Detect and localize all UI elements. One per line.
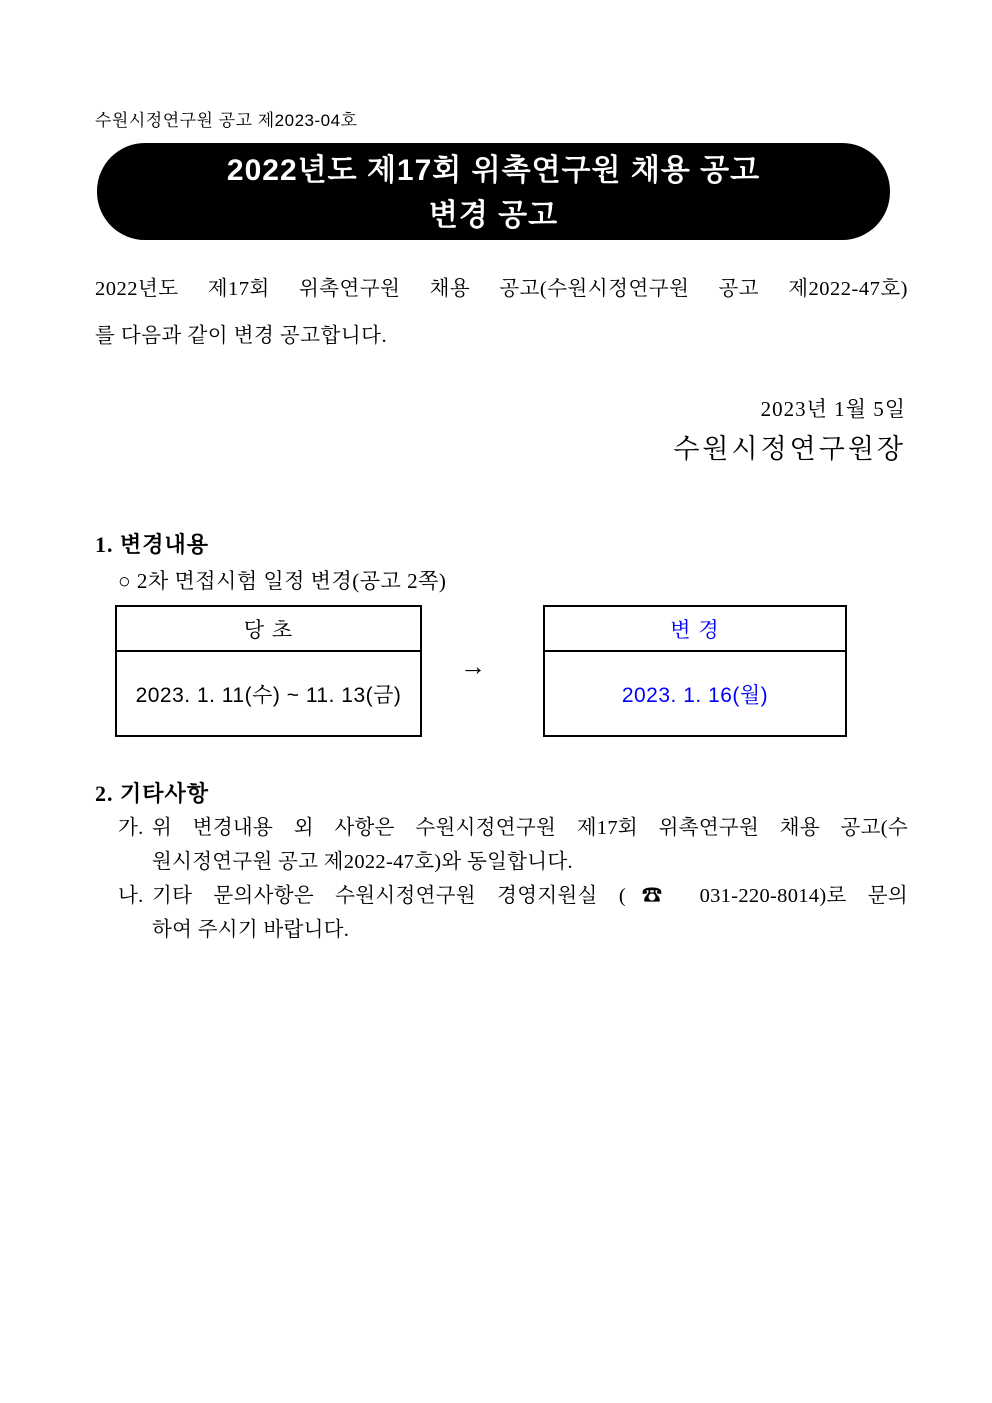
announcement-date: 2023년 1월 5일 [760,397,906,421]
item-na-label: 나. [118,885,144,907]
intro-paragraph [95,266,908,360]
item-ga-line2: 원시정연구원 공고 제2022-47호)와 동일합니다. [152,851,573,873]
intro-line1: 2022년도 제17회 위촉연구원 채용 공고(수원시정연구원 공고 제2022-47호) [95,278,908,300]
change-table-after-header: 변 경 [545,607,845,652]
section2-title: 2. 기타사항 [95,781,210,806]
change-table-before [115,605,422,737]
section1-bullet-item: ○ 2차 면접시험 일정 변경(공고 2쪽) [118,569,447,593]
item-ga-label: 가. [118,817,144,839]
banner-title-line1: 2022년도 제17회 위촉연구원 채용 공고 [226,153,761,187]
section2-items [118,811,908,947]
item-na-line2: 하여 주시기 바랍니다. [152,919,350,941]
arrow-right-icon: → [460,652,486,681]
date-signature-block [673,396,906,465]
change-table-after-value: 2023. 1. 16(월) [621,683,769,707]
change-table-before-header: 당 초 [117,607,420,652]
title-banner [97,143,890,240]
change-table-after [543,605,847,737]
banner-title-line2: 변경 공고 [428,198,559,232]
item-na-line1: 기타 문의사항은 수원시정연구원 경영지원실 (☎ 031-220-8014)로 문의 [152,885,908,907]
item-ga-line1: 위 변경내용 외 사항은 수원시정연구원 제17회 위촉연구원 채용 공고(수 [152,817,908,839]
signer-title: 수원시정연구원장 [673,434,906,464]
doc-number: 수원시정연구원 공고 제2023-04호 [95,111,358,130]
intro-line2: 를 다음과 같이 변경 공고합니다. [95,325,388,347]
change-table-before-value: 2023. 1. 11(수) ~ 11. 13(금) [135,683,402,707]
section1-title: 1. 변경내용 [95,532,210,557]
section2-item-na [118,879,908,947]
section2-item-ga [118,811,908,879]
